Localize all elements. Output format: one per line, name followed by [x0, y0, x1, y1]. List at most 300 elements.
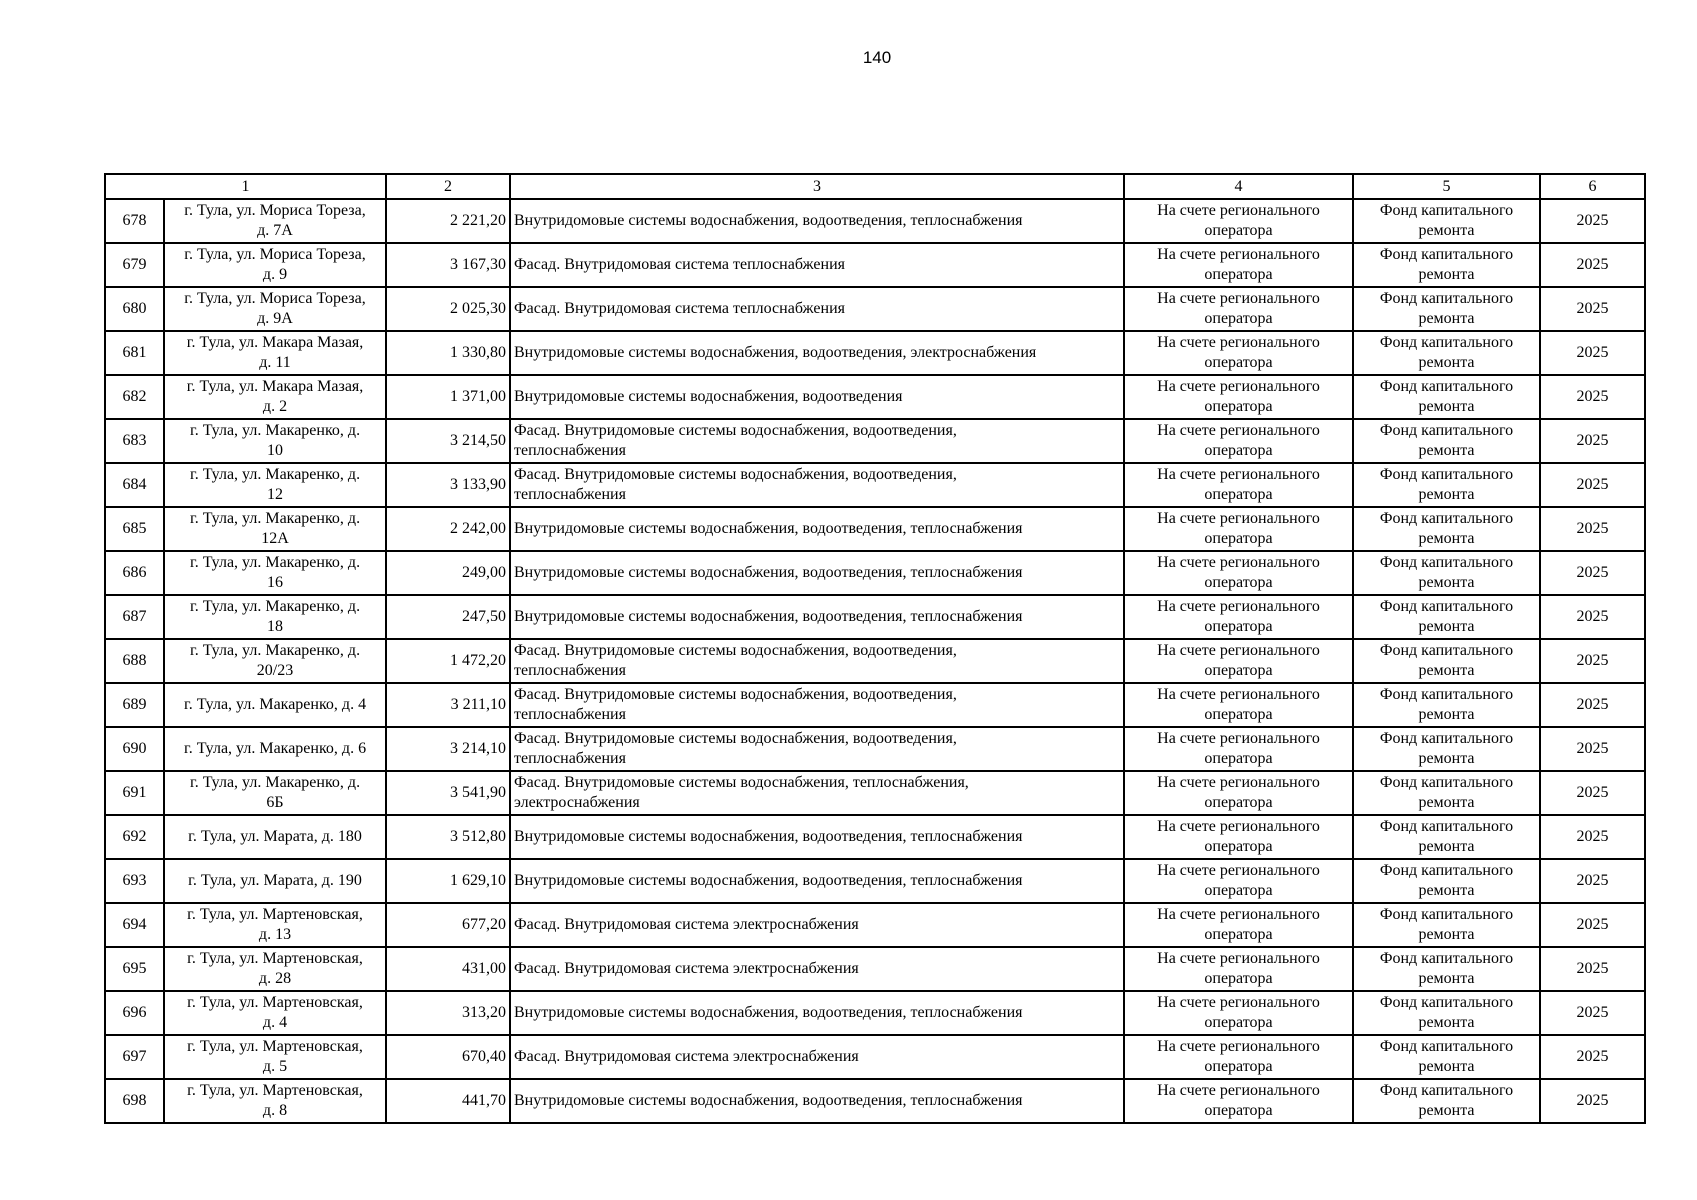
works-cell: [510, 1079, 1124, 1123]
year-cell: [1540, 771, 1645, 815]
account-cell-line-2: оператора: [1204, 882, 1273, 899]
year-cell-line-1: 2025: [1576, 256, 1609, 273]
address-cell-line-1: г. Тула, ул. Мориса Тореза,: [184, 246, 366, 263]
funding-source-cell-line-2: ремонта: [1418, 354, 1475, 371]
table-row: [105, 243, 1645, 287]
funding-source-cell-line-2: ремонта: [1418, 1058, 1475, 1075]
year-cell-line-1: 2025: [1576, 608, 1609, 625]
funding-source-cell-line-2: ремонта: [1418, 398, 1475, 415]
funding-source-cell-line-1: Фонд капитального: [1379, 378, 1514, 395]
year-cell-line-1: 2025: [1576, 564, 1609, 581]
year-cell: [1540, 507, 1645, 551]
account-cell-line-2: оператора: [1204, 442, 1273, 459]
address-cell-line-1: г. Тула, ул. Мориса Тореза,: [184, 202, 366, 219]
address-cell-line-1: г. Тула, ул. Марата, д. 180: [188, 828, 362, 845]
account-cell-line-1: На счете регионального: [1157, 510, 1320, 527]
area-cell: [386, 903, 510, 947]
account-cell: [1124, 595, 1353, 639]
funding-source-cell: [1353, 199, 1540, 243]
year-cell: [1540, 331, 1645, 375]
works-cell-line-1: Внутридомовые системы водоснабжения, водоотведения, теплоснабжения: [514, 608, 1023, 625]
funding-source-cell-line-2: ремонта: [1418, 926, 1475, 943]
address-cell-line-2: 20/23: [256, 662, 294, 679]
funding-source-cell-line-1: Фонд капитального: [1379, 1082, 1514, 1099]
table-row: [105, 815, 1645, 859]
row-number: [105, 331, 164, 375]
works-cell-line-1: Фасад. Внутридомовая система электроснабжения: [514, 960, 859, 977]
funding-source-cell: [1353, 683, 1540, 727]
address-cell: [164, 419, 386, 463]
account-cell: [1124, 463, 1353, 507]
address-cell: [164, 947, 386, 991]
account-cell: [1124, 903, 1353, 947]
account-cell-line-2: оператора: [1204, 750, 1273, 767]
table-row: [105, 639, 1645, 683]
address-cell-line-1: г. Тула, ул. Макаренко, д.: [189, 510, 361, 527]
year-cell-line-1: 2025: [1576, 1092, 1609, 1109]
year-cell-line-1: 2025: [1576, 696, 1609, 713]
funding-source-cell: [1353, 859, 1540, 903]
address-cell: [164, 243, 386, 287]
year-cell: [1540, 947, 1645, 991]
funding-source-cell-line-1: Фонд капитального: [1379, 862, 1514, 879]
account-cell: [1124, 991, 1353, 1035]
works-cell-line-1: Внутридомовые системы водоснабжения, водоотведения, теплоснабжения: [514, 212, 1023, 229]
year-cell: [1540, 375, 1645, 419]
area-cell: [386, 683, 510, 727]
account-cell-line-1: На счете регионального: [1157, 334, 1320, 351]
funding-source-cell-line-2: ремонта: [1418, 750, 1475, 767]
account-cell-line-2: оператора: [1204, 1014, 1273, 1031]
year-cell: [1540, 287, 1645, 331]
account-cell-line-2: оператора: [1204, 1058, 1273, 1075]
table-row: [105, 1079, 1645, 1123]
account-cell-line-2: оператора: [1204, 970, 1273, 987]
column-number-row: [105, 174, 1645, 199]
works-cell-line-1: Фасад. Внутридомовая система электроснабжения: [514, 916, 859, 933]
address-cell-line-2: д. 9: [262, 266, 288, 283]
area-cell: [386, 639, 510, 683]
funding-source-cell-line-1: Фонд капитального: [1379, 1038, 1514, 1055]
works-cell: [510, 639, 1124, 683]
area-cell-line-1: 2 221,20: [450, 212, 506, 229]
row-number-line-1: 681: [122, 344, 147, 361]
row-number-line-1: 690: [122, 740, 147, 757]
address-cell-line-1: г. Тула, ул. Макаренко, д. 6: [183, 740, 367, 757]
works-cell-line-1: Внутридомовые системы водоснабжения, водоотведения, теплоснабжения: [514, 564, 1023, 581]
area-cell: [386, 419, 510, 463]
works-cell-line-1: Фасад. Внутридомовые системы водоснабжения, водоотведения,: [514, 730, 957, 747]
area-cell-line-1: 249,00: [462, 564, 506, 581]
row-number-line-1: 689: [122, 696, 147, 713]
account-cell-line-2: оператора: [1204, 706, 1273, 723]
address-cell-line-1: г. Тула, ул. Макаренко, д.: [189, 598, 361, 615]
works-cell-line-1: Фасад. Внутридомовые системы водоснабжения, водоотведения,: [514, 686, 957, 703]
row-number: [105, 463, 164, 507]
area-cell: [386, 771, 510, 815]
area-cell: [386, 287, 510, 331]
area-cell-line-1: 1 472,20: [450, 652, 506, 669]
account-cell: [1124, 375, 1353, 419]
address-cell-line-1: г. Тула, ул. Макаренко, д.: [189, 642, 361, 659]
funding-source-cell-line-1: Фонд капитального: [1379, 422, 1514, 439]
account-cell-line-1: На счете регионального: [1157, 466, 1320, 483]
funding-source-cell: [1353, 991, 1540, 1035]
table-row: [105, 375, 1645, 419]
year-cell-line-1: 2025: [1576, 520, 1609, 537]
works-cell: [510, 199, 1124, 243]
area-cell-line-1: 3 167,30: [450, 256, 506, 273]
area-cell: [386, 1035, 510, 1079]
area-cell-line-1: 670,40: [462, 1048, 506, 1065]
row-number-line-1: 685: [122, 520, 147, 537]
funding-source-cell: [1353, 1035, 1540, 1079]
area-cell: [386, 463, 510, 507]
row-number: [105, 375, 164, 419]
works-cell-line-2: теплоснабжения: [514, 750, 626, 767]
funding-source-cell: [1353, 551, 1540, 595]
address-cell-line-2: 12А: [261, 530, 289, 547]
works-cell: [510, 991, 1124, 1035]
column-header-4: 4: [1124, 174, 1353, 199]
area-cell-line-1: 3 214,50: [450, 432, 506, 449]
year-cell: [1540, 199, 1645, 243]
address-cell-line-2: 6Б: [266, 794, 284, 811]
funding-source-cell: [1353, 727, 1540, 771]
works-cell-line-1: Внутридомовые системы водоснабжения, водоотведения, электроснабжения: [514, 344, 1037, 361]
funding-source-cell-line-2: ремонта: [1418, 442, 1475, 459]
account-cell-line-1: На счете регионального: [1157, 862, 1320, 879]
account-cell-line-2: оператора: [1204, 354, 1273, 371]
year-cell-line-1: 2025: [1576, 740, 1609, 757]
account-cell-line-2: оператора: [1204, 618, 1273, 635]
column-header-2: 2: [386, 174, 510, 199]
account-cell-line-1: На счете регионального: [1157, 906, 1320, 923]
account-cell-line-2: оператора: [1204, 222, 1273, 239]
year-cell: [1540, 419, 1645, 463]
year-cell: [1540, 683, 1645, 727]
table-row: [105, 507, 1645, 551]
page-number: 140: [862, 48, 892, 67]
area-cell: [386, 815, 510, 859]
works-cell: [510, 947, 1124, 991]
funding-source-cell-line-2: ремонта: [1418, 882, 1475, 899]
funding-source-cell-line-1: Фонд капитального: [1379, 950, 1514, 967]
row-number-line-1: 693: [122, 872, 147, 889]
year-cell-line-1: 2025: [1576, 960, 1609, 977]
address-cell-line-1: г. Тула, ул. Мартеновская,: [187, 994, 363, 1011]
address-cell: [164, 463, 386, 507]
address-cell-line-1: г. Тула, ул. Марата, д. 190: [188, 872, 362, 889]
account-cell-line-1: На счете регионального: [1157, 246, 1320, 263]
area-cell-line-1: 3 541,90: [450, 784, 506, 801]
account-cell-line-1: На счете регионального: [1157, 202, 1320, 219]
address-cell-line-1: г. Тула, ул. Макаренко, д.: [189, 466, 361, 483]
account-cell: [1124, 727, 1353, 771]
account-cell: [1124, 419, 1353, 463]
address-cell-line-1: г. Тула, ул. Макаренко, д. 4: [183, 696, 367, 713]
works-cell-line-2: теплоснабжения: [514, 662, 626, 679]
account-cell-line-2: оператора: [1204, 266, 1273, 283]
account-cell: [1124, 859, 1353, 903]
works-cell: [510, 243, 1124, 287]
year-cell: [1540, 727, 1645, 771]
funding-source-cell: [1353, 243, 1540, 287]
year-cell-line-1: 2025: [1576, 872, 1609, 889]
address-cell: [164, 991, 386, 1035]
account-cell-line-1: На счете регионального: [1157, 642, 1320, 659]
account-cell: [1124, 507, 1353, 551]
funding-source-cell-line-2: ремонта: [1418, 1014, 1475, 1031]
row-number-line-1: 691: [122, 784, 147, 801]
row-number: [105, 243, 164, 287]
funding-source-cell-line-2: ремонта: [1418, 618, 1475, 635]
account-cell: [1124, 639, 1353, 683]
works-cell: [510, 815, 1124, 859]
area-cell-line-1: 677,20: [462, 916, 506, 933]
column-header-5: 5: [1353, 174, 1540, 199]
address-cell-line-1: г. Тула, ул. Макаренко, д.: [189, 422, 361, 439]
address-cell-line-1: г. Тула, ул. Макаренко, д.: [189, 774, 361, 791]
column-header-1: 1: [105, 174, 386, 199]
works-cell-line-1: Фасад. Внутридомовая система теплоснабжения: [514, 256, 845, 273]
table-row: [105, 903, 1645, 947]
works-cell-line-1: Фасад. Внутридомовые системы водоснабжения, водоотведения,: [514, 422, 957, 439]
area-cell: [386, 331, 510, 375]
funding-source-cell-line-1: Фонд капитального: [1379, 466, 1514, 483]
address-cell: [164, 1079, 386, 1123]
row-number: [105, 287, 164, 331]
area-cell: [386, 551, 510, 595]
area-cell: [386, 375, 510, 419]
account-cell-line-2: оператора: [1204, 926, 1273, 943]
table-row: [105, 683, 1645, 727]
funding-source-cell: [1353, 947, 1540, 991]
row-number-line-1: 679: [122, 256, 147, 273]
table-row: [105, 859, 1645, 903]
address-cell-line-2: д. 2: [262, 398, 288, 415]
funding-source-cell: [1353, 771, 1540, 815]
funding-source-cell-line-1: Фонд капитального: [1379, 246, 1514, 263]
area-cell: [386, 507, 510, 551]
area-cell: [386, 727, 510, 771]
year-cell-line-1: 2025: [1576, 388, 1609, 405]
funding-source-cell-line-1: Фонд капитального: [1379, 510, 1514, 527]
address-cell-line-2: д. 9А: [257, 310, 293, 327]
account-cell-line-1: На счете регионального: [1157, 290, 1320, 307]
works-cell-line-1: Внутридомовые системы водоснабжения, водоотведения, теплоснабжения: [514, 520, 1023, 537]
funding-source-cell-line-1: Фонд капитального: [1379, 598, 1514, 615]
account-cell-line-1: На счете регионального: [1157, 1082, 1320, 1099]
funding-source-cell: [1353, 463, 1540, 507]
account-cell-line-2: оператора: [1204, 574, 1273, 591]
works-cell: [510, 771, 1124, 815]
year-cell-line-1: 2025: [1576, 1048, 1609, 1065]
area-cell-line-1: 441,70: [462, 1092, 506, 1109]
works-cell-line-1: Фасад. Внутридомовые системы водоснабжения, водоотведения,: [514, 466, 957, 483]
area-cell-line-1: 247,50: [462, 608, 506, 625]
funding-source-cell-line-1: Фонд капитального: [1379, 686, 1514, 703]
address-cell-line-2: д. 5: [262, 1058, 288, 1075]
column-header-3: 3: [510, 174, 1124, 199]
address-cell: [164, 903, 386, 947]
row-number: [105, 419, 164, 463]
table-row: [105, 1035, 1645, 1079]
account-cell-line-1: На счете регионального: [1157, 1038, 1320, 1055]
funding-source-cell-line-2: ремонта: [1418, 222, 1475, 239]
address-cell: [164, 1035, 386, 1079]
area-cell-line-1: 3 211,10: [450, 696, 506, 713]
funding-source-cell-line-1: Фонд капитального: [1379, 906, 1514, 923]
address-cell: [164, 815, 386, 859]
year-cell-line-1: 2025: [1576, 1004, 1609, 1021]
area-cell: [386, 1079, 510, 1123]
address-cell-line-2: д. 11: [259, 354, 291, 371]
year-cell: [1540, 639, 1645, 683]
works-cell-line-2: теплоснабжения: [514, 486, 626, 503]
funding-source-cell: [1353, 639, 1540, 683]
address-cell: [164, 507, 386, 551]
account-cell-line-2: оператора: [1204, 662, 1273, 679]
funding-source-cell-line-2: ремонта: [1418, 310, 1475, 327]
funding-source-cell-line-1: Фонд капитального: [1379, 202, 1514, 219]
table-row: [105, 551, 1645, 595]
funding-source-cell-line-2: ремонта: [1418, 838, 1475, 855]
address-cell-line-2: 10: [267, 442, 283, 459]
account-cell-line-2: оператора: [1204, 486, 1273, 503]
address-cell-line-1: г. Тула, ул. Макара Мазая,: [186, 378, 364, 395]
works-cell-line-2: электроснабжения: [514, 794, 640, 811]
address-cell: [164, 771, 386, 815]
account-cell: [1124, 1035, 1353, 1079]
area-cell: [386, 947, 510, 991]
funding-source-cell-line-2: ремонта: [1418, 1102, 1475, 1119]
year-cell-line-1: 2025: [1576, 432, 1609, 449]
account-cell: [1124, 1079, 1353, 1123]
works-cell-line-1: Внутридомовые системы водоснабжения, водоотведения, теплоснабжения: [514, 1092, 1023, 1109]
table-row: [105, 199, 1645, 243]
row-number-line-1: 688: [122, 652, 147, 669]
account-cell-line-2: оператора: [1204, 1102, 1273, 1119]
table-row: [105, 771, 1645, 815]
account-cell: [1124, 771, 1353, 815]
account-cell: [1124, 551, 1353, 595]
year-cell-line-1: 2025: [1576, 916, 1609, 933]
row-number: [105, 199, 164, 243]
row-number: [105, 947, 164, 991]
address-cell-line-1: г. Тула, ул. Мартеновская,: [187, 1082, 363, 1099]
funding-source-cell-line-1: Фонд капитального: [1379, 642, 1514, 659]
row-number-line-1: 697: [122, 1048, 147, 1065]
address-cell-line-2: д. 8: [262, 1102, 288, 1119]
year-cell: [1540, 595, 1645, 639]
year-cell: [1540, 991, 1645, 1035]
table-row: [105, 287, 1645, 331]
year-cell-line-1: 2025: [1576, 300, 1609, 317]
account-cell-line-1: На счете регионального: [1157, 730, 1320, 747]
works-cell: [510, 1035, 1124, 1079]
works-cell-line-2: теплоснабжения: [514, 442, 626, 459]
account-cell-line-1: На счете регионального: [1157, 994, 1320, 1011]
area-cell-line-1: 1 330,80: [450, 344, 506, 361]
funding-source-cell: [1353, 287, 1540, 331]
row-number: [105, 815, 164, 859]
works-cell-line-1: Внутридомовые системы водоснабжения, водоотведения: [514, 388, 903, 405]
row-number: [105, 771, 164, 815]
row-number-line-1: 678: [122, 212, 147, 229]
row-number-line-1: 684: [122, 476, 147, 493]
funding-source-cell-line-2: ремонта: [1418, 970, 1475, 987]
works-cell-line-1: Фасад. Внутридомовая система теплоснабжения: [514, 300, 845, 317]
table-row: [105, 727, 1645, 771]
account-cell: [1124, 947, 1353, 991]
funding-source-cell-line-2: ремонта: [1418, 706, 1475, 723]
year-cell-line-1: 2025: [1576, 476, 1609, 493]
account-cell: [1124, 199, 1353, 243]
row-number-line-1: 694: [122, 916, 147, 933]
works-cell-line-1: Внутридомовые системы водоснабжения, водоотведения, теплоснабжения: [514, 828, 1023, 845]
works-cell-line-1: Фасад. Внутридомовые системы водоснабжения, водоотведения,: [514, 642, 957, 659]
address-cell: [164, 859, 386, 903]
address-cell-line-1: г. Тула, ул. Мориса Тореза,: [184, 290, 366, 307]
address-cell-line-2: 16: [267, 574, 283, 591]
address-cell: [164, 375, 386, 419]
row-number-line-1: 680: [122, 300, 147, 317]
works-cell-line-1: Фасад. Внутридомовая система электроснабжения: [514, 1048, 859, 1065]
funding-source-cell: [1353, 595, 1540, 639]
works-cell: [510, 419, 1124, 463]
area-cell: [386, 199, 510, 243]
area-cell-line-1: 431,00: [462, 960, 506, 977]
address-cell-line-2: д. 4: [262, 1014, 288, 1031]
area-cell-line-1: 3 512,80: [450, 828, 506, 845]
row-number-line-1: 682: [122, 388, 147, 405]
address-cell: [164, 199, 386, 243]
funding-source-cell: [1353, 507, 1540, 551]
works-cell-line-1: Внутридомовые системы водоснабжения, водоотведения, теплоснабжения: [514, 1004, 1023, 1021]
funding-source-cell-line-1: Фонд капитального: [1379, 774, 1514, 791]
area-cell-line-1: 3 133,90: [450, 476, 506, 493]
row-number: [105, 1079, 164, 1123]
year-cell: [1540, 1079, 1645, 1123]
row-number-line-1: 696: [122, 1004, 147, 1021]
address-cell-line-2: д. 7А: [257, 222, 293, 239]
year-cell-line-1: 2025: [1576, 652, 1609, 669]
funding-source-cell: [1353, 375, 1540, 419]
year-cell: [1540, 551, 1645, 595]
area-cell-line-1: 1 371,00: [450, 388, 506, 405]
funding-source-cell-line-1: Фонд капитального: [1379, 290, 1514, 307]
row-number-line-1: 692: [122, 828, 147, 845]
area-cell: [386, 859, 510, 903]
area-cell: [386, 595, 510, 639]
year-cell: [1540, 903, 1645, 947]
account-cell-line-1: На счете регионального: [1157, 554, 1320, 571]
row-number: [105, 859, 164, 903]
address-cell-line-1: г. Тула, ул. Макара Мазая,: [186, 334, 364, 351]
address-cell: [164, 595, 386, 639]
row-number: [105, 903, 164, 947]
row-number: [105, 991, 164, 1035]
account-cell: [1124, 331, 1353, 375]
row-number: [105, 595, 164, 639]
account-cell-line-2: оператора: [1204, 310, 1273, 327]
funding-source-cell-line-1: Фонд капитального: [1379, 994, 1514, 1011]
works-cell: [510, 903, 1124, 947]
account-cell-line-1: На счете регионального: [1157, 378, 1320, 395]
year-cell: [1540, 243, 1645, 287]
account-cell-line-1: На счете регионального: [1157, 422, 1320, 439]
